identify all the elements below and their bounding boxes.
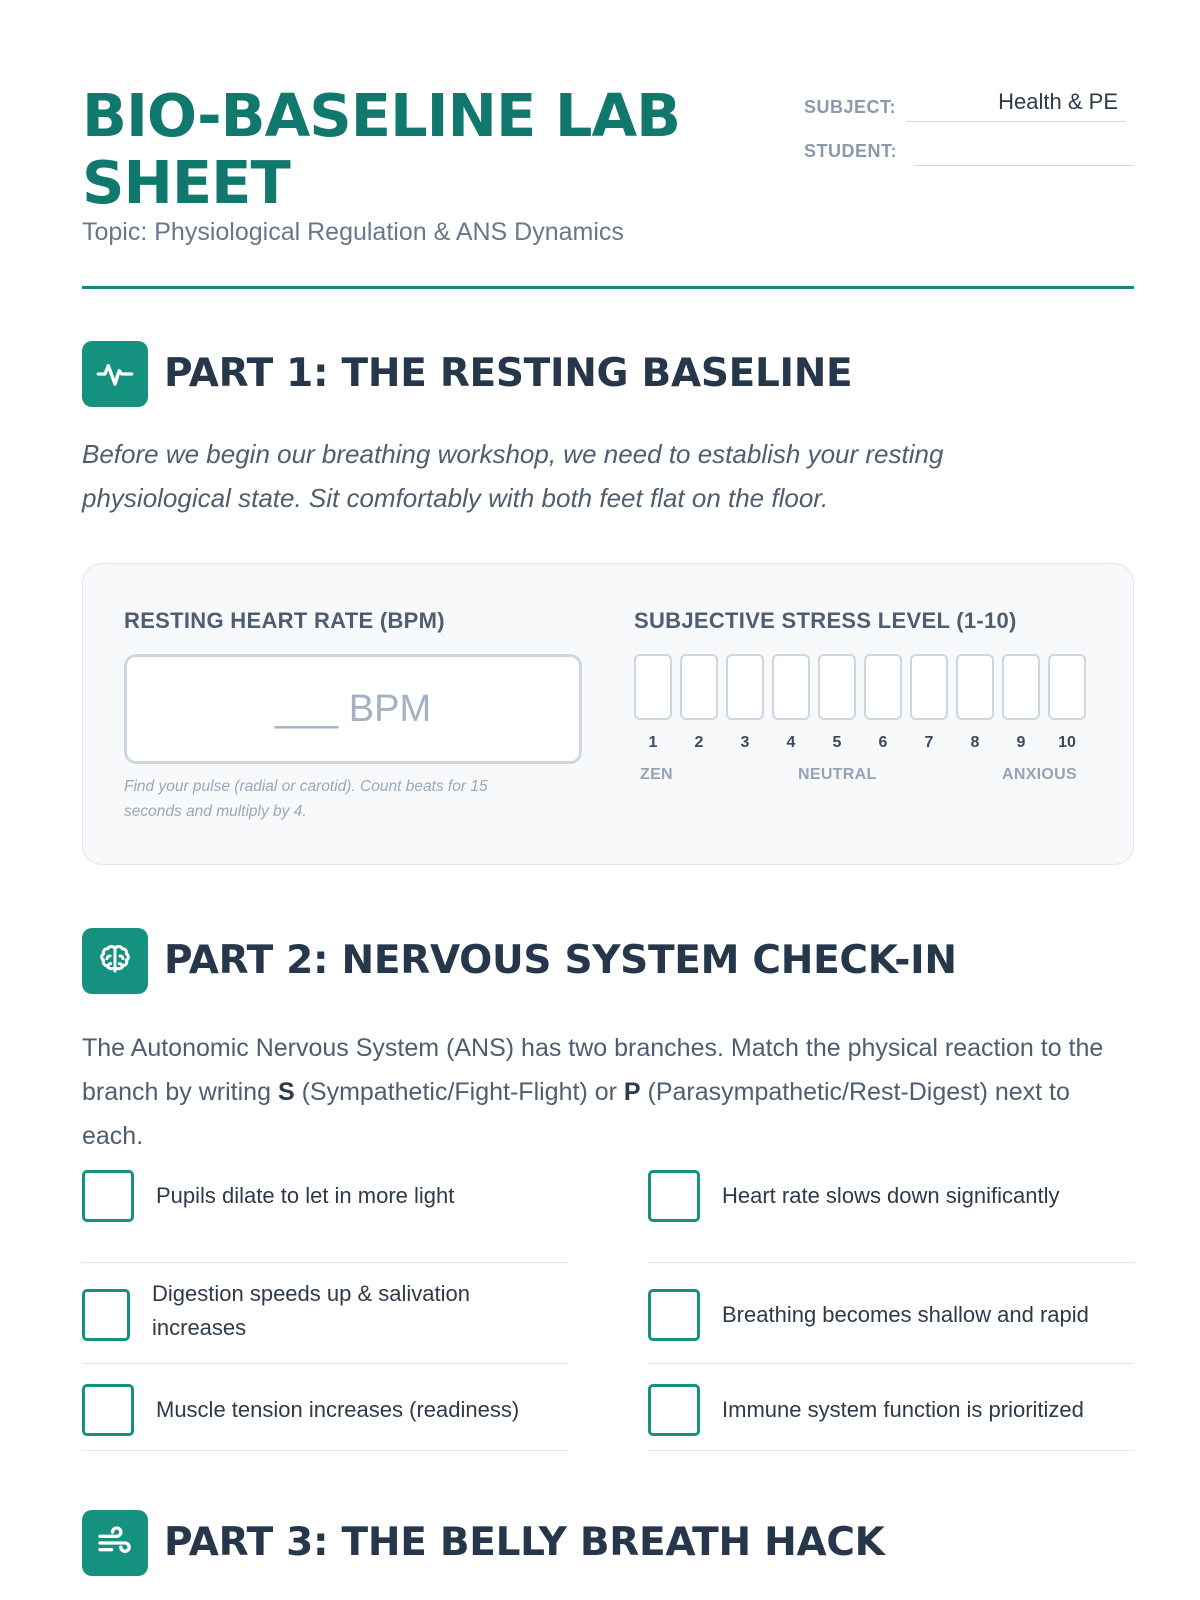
matching-text: Heart rate slows down significantly	[722, 1183, 1060, 1208]
stress-box[interactable]	[634, 654, 672, 720]
stress-numbers	[634, 734, 1086, 752]
stress-low-label: ZEN	[640, 766, 673, 783]
stress-number: 6	[878, 734, 888, 751]
part1-title: PART 1: THE RESTING BASELINE	[164, 351, 853, 396]
student-label: STUDENT:	[804, 141, 897, 161]
subject-field	[804, 82, 1134, 122]
heart-rate-hint: Find your pulse (radial or carotid). Count beats for 15 seconds and multiply by 4.	[124, 778, 488, 820]
matching-row	[82, 1168, 568, 1263]
stress-number: 8	[970, 734, 980, 751]
subject-value: Health & PE	[998, 89, 1118, 114]
matching-text: Muscle tension increases (readiness)	[156, 1397, 520, 1422]
stress-number: 7	[924, 734, 934, 751]
matching-column-right	[648, 1168, 1134, 1451]
answer-box[interactable]	[648, 1170, 700, 1222]
matching-text: Immune system function is prioritized	[722, 1397, 1084, 1422]
heart-rate-placeholder: ___ BPM	[274, 687, 432, 730]
part1-heading	[82, 341, 1134, 407]
part2-intro-text-2: (Sympathetic/Fight-Flight) or	[294, 1078, 624, 1106]
wind-icon	[82, 1510, 148, 1576]
stress-box[interactable]	[726, 654, 764, 720]
matching-row	[648, 1168, 1134, 1263]
part1-intro: Before we begin our breathing workshop, we need to establish your resting physiological state. Sit comfortably with both feet flat on the floor.	[82, 439, 944, 513]
stress-number: 1	[648, 734, 658, 751]
stress-number: 3	[740, 734, 750, 751]
stress-scale	[634, 654, 1086, 790]
part2-heading	[82, 928, 1134, 994]
answer-box[interactable]	[648, 1384, 700, 1436]
stress-box[interactable]	[680, 654, 718, 720]
stress-box[interactable]	[864, 654, 902, 720]
answer-box[interactable]	[82, 1170, 134, 1222]
stress-box[interactable]	[818, 654, 856, 720]
brain-icon	[82, 928, 148, 994]
matching-text: Pupils dilate to let in more light	[156, 1183, 455, 1208]
part2-intro-text-3: (Parasympathetic/Rest-Digest) next to each.	[82, 1078, 1070, 1150]
baseline-card	[82, 563, 1134, 865]
part2-intro-text-1: The Autonomic Nervous System (ANS) has two branches. Match the physical reaction to the branch by writing	[82, 1034, 1104, 1106]
stress-box[interactable]	[1048, 654, 1086, 720]
matching-text: Breathing becomes shallow and rapid	[722, 1302, 1089, 1327]
stress-box[interactable]	[956, 654, 994, 720]
subject-label: SUBJECT:	[804, 97, 897, 117]
student-field	[804, 126, 1134, 166]
stress-boxes	[634, 654, 1086, 720]
matching-row	[82, 1364, 568, 1451]
part2-intro	[82, 1026, 1132, 1158]
matching-column-left	[82, 1168, 568, 1451]
stress-number: 2	[694, 734, 704, 751]
page-topic: Topic: Physiological Regulation & ANS Dynamics	[82, 218, 624, 246]
matching-text: Digestion speeds up & salivation increases	[152, 1281, 470, 1340]
answer-box[interactable]	[82, 1384, 134, 1436]
part3-heading	[82, 1510, 1134, 1576]
stress-box[interactable]	[772, 654, 810, 720]
part2-title: PART 2: NERVOUS SYSTEM CHECK-IN	[164, 938, 957, 983]
student-line[interactable]	[914, 131, 1134, 166]
stress-label: SUBJECTIVE STRESS LEVEL (1-10)	[634, 608, 1017, 633]
stress-number: 5	[832, 734, 842, 751]
stress-high-label: ANXIOUS	[1002, 766, 1077, 783]
stress-box[interactable]	[910, 654, 948, 720]
matching-row	[82, 1263, 568, 1364]
subject-line[interactable]	[906, 87, 1126, 122]
part2-intro-p: P	[623, 1078, 641, 1106]
heart-rate-label: RESTING HEART RATE (BPM)	[124, 608, 445, 633]
pulse-icon	[82, 341, 148, 407]
stress-words	[634, 766, 1086, 790]
answer-box[interactable]	[82, 1289, 130, 1341]
part2-intro-s: S	[277, 1078, 295, 1106]
matching-row	[648, 1263, 1134, 1364]
stress-box[interactable]	[1002, 654, 1040, 720]
page-title: BIO-BASELINE LAB SHEET	[82, 81, 681, 217]
part3-title: PART 3: THE BELLY BREATH HACK	[164, 1520, 885, 1565]
stress-number: 10	[1058, 734, 1076, 751]
heart-rate-input[interactable]	[124, 654, 582, 764]
matching-row	[648, 1364, 1134, 1451]
stress-number: 9	[1016, 734, 1026, 751]
page-header	[82, 82, 1134, 289]
answer-box[interactable]	[648, 1289, 700, 1341]
stress-mid-label: NEUTRAL	[798, 766, 877, 783]
stress-number: 4	[786, 734, 796, 751]
